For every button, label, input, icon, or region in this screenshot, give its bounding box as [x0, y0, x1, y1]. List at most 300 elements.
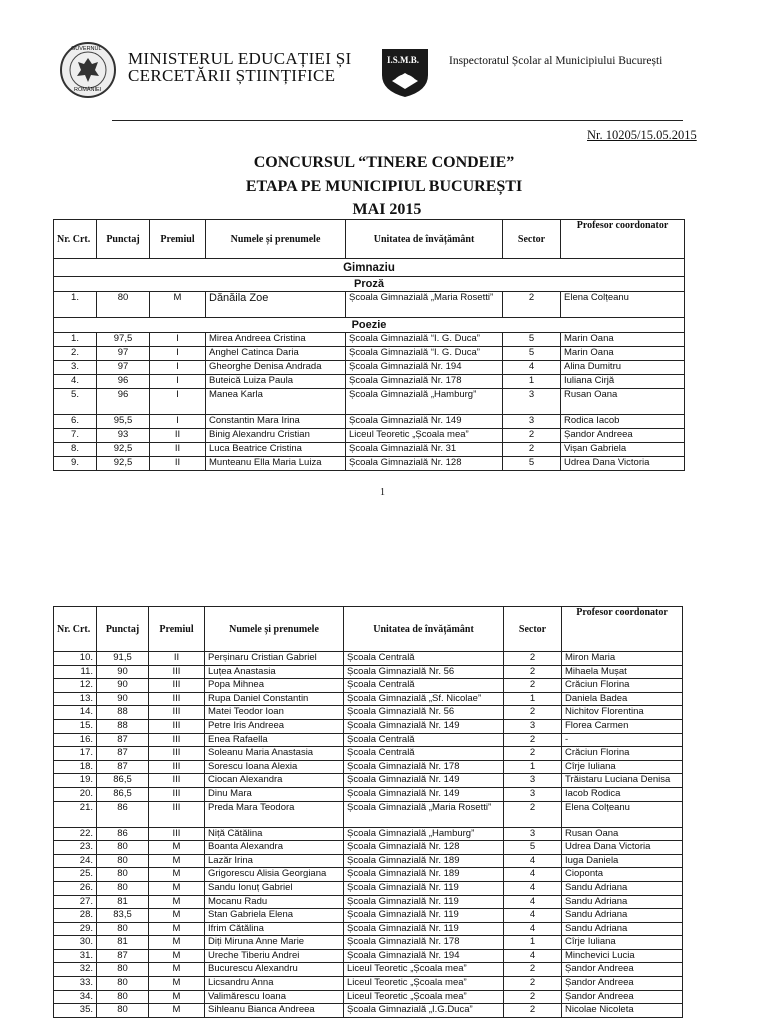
cell-premiu: III — [149, 760, 205, 774]
cell-punctaj: 88 — [97, 719, 149, 733]
cell-nume: Diți Miruna Anne Marie — [205, 936, 344, 950]
cell-sector: 5 — [503, 333, 561, 347]
cell-punctaj: 80 — [97, 292, 150, 318]
cell-sector: 4 — [504, 881, 562, 895]
cell-profesor: Vișan Gabriela — [561, 443, 685, 457]
cell-punctaj: 80 — [97, 922, 149, 936]
header-divider — [112, 120, 683, 121]
cell-premiu: III — [149, 665, 205, 679]
cell-scoala: Școala Centrală — [344, 747, 504, 761]
proza-rows — [54, 292, 685, 318]
cell-nume: Ifrim Cătălina — [205, 922, 344, 936]
cell-profesor: Rodica Iacob — [561, 415, 685, 429]
table-header-row-2 — [54, 607, 683, 652]
cell-nume: Rupa Daniel Constantin — [205, 692, 344, 706]
cell-sector: 1 — [504, 692, 562, 706]
cell-profesor: Florea Carmen — [562, 719, 683, 733]
cell-sector: 4 — [504, 868, 562, 882]
cell-nume: Munteanu Ella Maria Luiza — [206, 457, 346, 471]
cell-nume: Bucurescu Alexandru — [205, 963, 344, 977]
table-header-row — [54, 220, 685, 259]
cell-scoala: Școala Centrală — [344, 652, 504, 666]
cell-profesor: Elena Colțeanu — [561, 292, 685, 318]
cell-premiu: II — [149, 652, 205, 666]
cell-nume: Valimărescu Ioana — [205, 990, 344, 1004]
cell-nr: 4. — [54, 375, 97, 389]
table-row — [54, 361, 685, 375]
cell-sector: 1 — [504, 760, 562, 774]
cell-premiu: III — [149, 692, 205, 706]
contest-stage: ETAPA PE MUNICIPIUL BUCUREȘTI — [245, 178, 523, 195]
table-row — [54, 774, 683, 788]
cell-nume: Stan Gabriela Elena — [205, 909, 344, 923]
cell-premiu: III — [149, 774, 205, 788]
cell-premiu: M — [149, 977, 205, 991]
cell-scoala: Școala Gimnazială Nr. 119 — [344, 922, 504, 936]
table-row — [54, 760, 683, 774]
poezie-rows-page-1 — [54, 333, 685, 471]
table-row — [54, 841, 683, 855]
table-row — [54, 652, 683, 666]
cell-profesor: Nicolae Nicoleta — [562, 1004, 683, 1018]
col-header-nr: Nr. Crt. — [54, 220, 97, 259]
col-header-unitatea: Unitatea de învățământ — [346, 220, 503, 259]
cell-nume: Dănăila Zoe — [206, 292, 346, 318]
col-header-nume-2: Numele și prenumele — [205, 607, 344, 652]
cell-scoala: Școala Gimnazială Nr. 149 — [344, 787, 504, 801]
cell-nr: 21. — [54, 801, 97, 827]
cell-punctaj: 93 — [97, 429, 150, 443]
cell-profesor: Sandu Adriana — [562, 881, 683, 895]
cell-sector: 2 — [503, 429, 561, 443]
crest-text-top: GUVERNUL — [71, 46, 102, 52]
cell-scoala: Liceul Teoretic „Școala mea” — [344, 990, 504, 1004]
results-table-page-1 — [53, 219, 685, 471]
table-row — [54, 719, 683, 733]
cell-nr: 7. — [54, 429, 97, 443]
cell-premiu: III — [149, 827, 205, 841]
cell-profesor: Șandor Andreea — [562, 977, 683, 991]
cell-nume: Sandu Ionuț Gabriel — [205, 881, 344, 895]
cell-premiu: M — [149, 881, 205, 895]
cell-punctaj: 80 — [97, 977, 149, 991]
table-row — [54, 347, 685, 361]
cell-premiu: M — [149, 990, 205, 1004]
cell-premiu: III — [149, 679, 205, 693]
table-row — [54, 963, 683, 977]
cell-sector: 5 — [504, 841, 562, 855]
cell-premiu: II — [150, 457, 206, 471]
section-title-gimnaziu: Gimnaziu — [54, 259, 685, 277]
cell-profesor: Marin Oana — [561, 347, 685, 361]
cell-sector: 2 — [503, 292, 561, 318]
cell-profesor: Daniela Badea — [562, 692, 683, 706]
cell-profesor: Iuga Daniela — [562, 854, 683, 868]
cell-sector: 3 — [504, 827, 562, 841]
cell-nume: Buteică Luiza Paula — [206, 375, 346, 389]
cell-premiu: III — [149, 706, 205, 720]
cell-nume: Boanta Alexandra — [205, 841, 344, 855]
cell-sector: 3 — [503, 415, 561, 429]
cell-premiu: M — [149, 909, 205, 923]
cell-scoala: Școala Gimnazială Nr. 189 — [344, 868, 504, 882]
cell-profesor: Sandu Adriana — [562, 922, 683, 936]
col-header-premiul-2: Premiul — [149, 607, 205, 652]
table-row — [54, 389, 685, 415]
table-row — [54, 787, 683, 801]
cell-punctaj: 96 — [97, 389, 150, 415]
cell-premiu: I — [150, 375, 206, 389]
cell-nr: 3. — [54, 361, 97, 375]
cell-sector: 3 — [504, 774, 562, 788]
cell-sector: 2 — [504, 963, 562, 977]
cell-sector: 2 — [504, 747, 562, 761]
col-header-punctaj-2: Punctaj — [97, 607, 149, 652]
cell-scoala: Școala Gimnazială Nr. 194 — [346, 361, 503, 375]
cell-punctaj: 87 — [97, 747, 149, 761]
cell-premiu: M — [149, 922, 205, 936]
section-row-gimnaziu — [54, 259, 685, 277]
cell-nr: 9. — [54, 457, 97, 471]
guvernul-romaniei-crest — [60, 42, 116, 98]
cell-nr: 15. — [54, 719, 97, 733]
cell-nume: Sorescu Ioana Alexia — [205, 760, 344, 774]
cell-profesor: - — [562, 733, 683, 747]
table-row — [54, 457, 685, 471]
cell-nr: 23. — [54, 841, 97, 855]
cell-nr: 8. — [54, 443, 97, 457]
cell-profesor: Șandor Andreea — [562, 990, 683, 1004]
cell-nr: 27. — [54, 895, 97, 909]
cell-scoala: Școala Gimnazială Nr. 194 — [344, 949, 504, 963]
cell-profesor: Sandu Adriana — [562, 895, 683, 909]
col-header-sector-2: Sector — [504, 607, 562, 652]
cell-profesor: Mihaela Mușat — [562, 665, 683, 679]
cell-sector: 1 — [504, 936, 562, 950]
table-row — [54, 415, 685, 429]
cell-premiu: M — [149, 854, 205, 868]
cell-sector: 4 — [504, 949, 562, 963]
cell-profesor: Crăciun Florina — [562, 679, 683, 693]
cell-nume: Niță Cătălina — [205, 827, 344, 841]
cell-nr: 11. — [54, 665, 97, 679]
cell-nr: 14. — [54, 706, 97, 720]
cell-profesor: Elena Colțeanu — [562, 801, 683, 827]
cell-nume: Preda Mara Teodora — [205, 801, 344, 827]
cell-profesor: Minchevici Lucia — [562, 949, 683, 963]
subsection-title-poezie: Poezie — [54, 318, 685, 333]
cell-sector: 3 — [503, 389, 561, 415]
cell-nr: 1. — [54, 292, 97, 318]
cell-sector: 4 — [504, 909, 562, 923]
table-row — [54, 443, 685, 457]
cell-punctaj: 86 — [97, 827, 149, 841]
ministry-line-2: CERCETĂRII ȘTIINȚIFICE — [128, 66, 336, 85]
cell-nume: Constantin Mara Irina — [206, 415, 346, 429]
cell-punctaj: 86,5 — [97, 774, 149, 788]
cell-sector: 2 — [504, 706, 562, 720]
ministry-line-1: MINISTERUL EDUCAȚIEI ȘI — [128, 49, 352, 68]
cell-sector: 5 — [503, 457, 561, 471]
table-row — [54, 854, 683, 868]
cell-sector: 2 — [504, 990, 562, 1004]
cell-nume: Matei Teodor Ioan — [205, 706, 344, 720]
cell-profesor: Șandor Andreea — [562, 963, 683, 977]
cell-profesor: Șandor Andreea — [561, 429, 685, 443]
cell-sector: 1 — [503, 375, 561, 389]
table-row — [54, 1004, 683, 1018]
table-row — [54, 868, 683, 882]
cell-nume: Ciocan Alexandra — [205, 774, 344, 788]
cell-punctaj: 80 — [97, 841, 149, 855]
cell-sector: 2 — [504, 977, 562, 991]
cell-sector: 4 — [504, 854, 562, 868]
cell-nr: 13. — [54, 692, 97, 706]
cell-sector: 2 — [504, 652, 562, 666]
cell-profesor: Cioponta — [562, 868, 683, 882]
cell-scoala: Școala Gimnazială Nr. 149 — [344, 774, 504, 788]
cell-sector: 2 — [503, 443, 561, 457]
cell-nr: 19. — [54, 774, 97, 788]
col-header-sector: Sector — [503, 220, 561, 259]
cell-premiu: III — [149, 733, 205, 747]
cell-punctaj: 80 — [97, 990, 149, 1004]
cell-scoala: Școala Centrală — [344, 679, 504, 693]
cell-scoala: Școala Gimnazială Nr. 128 — [346, 457, 503, 471]
cell-nr: 28. — [54, 909, 97, 923]
cell-nume: Enea Rafaella — [205, 733, 344, 747]
crest-text-bottom: ROMÂNIEI — [74, 87, 102, 93]
poezie-rows-page-2 — [54, 652, 683, 1018]
cell-nume: Petre Iris Andreea — [205, 719, 344, 733]
col-header-punctaj: Punctaj — [97, 220, 150, 259]
table-row — [54, 692, 683, 706]
cell-nume: Ureche Tiberiu Andrei — [205, 949, 344, 963]
cell-nume: Binig Alexandru Cristian — [206, 429, 346, 443]
table-row — [54, 922, 683, 936]
cell-premiu: M — [150, 292, 206, 318]
cell-nume: Luca Beatrice Cristina — [206, 443, 346, 457]
cell-nr: 16. — [54, 733, 97, 747]
cell-sector: 2 — [504, 801, 562, 827]
cell-punctaj: 80 — [97, 1004, 149, 1018]
cell-sector: 3 — [504, 787, 562, 801]
cell-scoala: Școala Gimnazială „Sf. Nicolae” — [344, 692, 504, 706]
cell-scoala: Școala Gimnazială Nr. 178 — [344, 760, 504, 774]
cell-punctaj: 87 — [97, 949, 149, 963]
cell-nume: Dinu Mara — [205, 787, 344, 801]
table-row — [54, 949, 683, 963]
cell-punctaj: 87 — [97, 733, 149, 747]
table-row — [54, 429, 685, 443]
cell-sector: 2 — [504, 665, 562, 679]
cell-scoala: Școala Gimnazială „Maria Rosetti” — [344, 801, 504, 827]
cell-profesor: Miron Maria — [562, 652, 683, 666]
cell-premiu: I — [150, 333, 206, 347]
cell-scoala: Școala Gimnazială Nr. 56 — [344, 665, 504, 679]
cell-premiu: I — [150, 347, 206, 361]
cell-nr: 35. — [54, 1004, 97, 1018]
cell-scoala: Liceul Teoretic „Școala mea” — [346, 429, 503, 443]
table-row — [54, 375, 685, 389]
cell-scoala: Școala Gimnazială Nr. 119 — [344, 895, 504, 909]
cell-premiu: M — [149, 949, 205, 963]
cell-scoala: Școala Gimnazială Nr. 119 — [344, 881, 504, 895]
cell-punctaj: 80 — [97, 868, 149, 882]
cell-scoala: Liceul Teoretic „Școala mea” — [344, 977, 504, 991]
cell-punctaj: 87 — [97, 760, 149, 774]
cell-sector: 2 — [504, 1004, 562, 1018]
cell-nume: Mocanu Radu — [205, 895, 344, 909]
cell-profesor: Crăciun Florina — [562, 747, 683, 761]
cell-profesor: Rusan Oana — [562, 827, 683, 841]
cell-punctaj: 80 — [97, 881, 149, 895]
ismb-logo — [378, 45, 432, 99]
cell-profesor: Sandu Adriana — [562, 909, 683, 923]
cell-nr: 25. — [54, 868, 97, 882]
cell-sector: 5 — [503, 347, 561, 361]
cell-profesor: Marin Oana — [561, 333, 685, 347]
cell-premiu: M — [149, 895, 205, 909]
cell-nr: 24. — [54, 854, 97, 868]
cell-scoala: Școala Gimnazială „Maria Rosetti” — [346, 292, 503, 318]
cell-nume: Anghel Catinca Daria — [206, 347, 346, 361]
cell-nume: Luțea Anastasia — [205, 665, 344, 679]
col-header-profesor: Profesor coordonator — [561, 220, 685, 259]
cell-punctaj: 86 — [97, 801, 149, 827]
cell-nr: 5. — [54, 389, 97, 415]
cell-punctaj: 88 — [97, 706, 149, 720]
cell-scoala: Școala Gimnazială Nr. 189 — [344, 854, 504, 868]
cell-punctaj: 97 — [97, 361, 150, 375]
cell-scoala: Școala Gimnazială „I.G.Duca” — [344, 1004, 504, 1018]
cell-premiu: II — [150, 429, 206, 443]
results-table-page-2 — [53, 606, 683, 1018]
cell-premiu: II — [150, 443, 206, 457]
cell-profesor: Cîrje Iuliana — [562, 760, 683, 774]
cell-punctaj: 91,5 — [97, 652, 149, 666]
cell-punctaj: 90 — [97, 665, 149, 679]
cell-nume: Lazăr Irina — [205, 854, 344, 868]
cell-scoala: Școala Gimnazială Nr. 149 — [346, 415, 503, 429]
cell-premiu: III — [149, 747, 205, 761]
cell-nr: 12. — [54, 679, 97, 693]
cell-scoala: Școala Gimnazială „Hamburg” — [344, 827, 504, 841]
table-row — [54, 333, 685, 347]
cell-sector: 4 — [504, 922, 562, 936]
cell-scoala: Liceul Teoretic „Școala mea” — [344, 963, 504, 977]
cell-punctaj: 80 — [97, 854, 149, 868]
cell-punctaj: 95,5 — [97, 415, 150, 429]
cell-punctaj: 80 — [97, 963, 149, 977]
col-header-nr-2: Nr. Crt. — [54, 607, 97, 652]
cell-punctaj: 81 — [97, 895, 149, 909]
cell-premiu: III — [149, 787, 205, 801]
document-number: Nr. 10205/15.05.2015 — [587, 128, 697, 142]
cell-sector: 4 — [504, 895, 562, 909]
contest-title: CONCURSUL “TINERE CONDEIE” — [253, 154, 515, 171]
cell-punctaj: 86,5 — [97, 787, 149, 801]
cell-sector: 3 — [504, 719, 562, 733]
cell-scoala: Școala Gimnazială Nr. 178 — [346, 375, 503, 389]
table-row — [54, 801, 683, 827]
cell-scoala: Școala Gimnazială Nr. 119 — [344, 909, 504, 923]
table-row — [54, 665, 683, 679]
table-row — [54, 909, 683, 923]
table-row — [54, 679, 683, 693]
cell-nr: 33. — [54, 977, 97, 991]
contest-date: MAI 2015 — [352, 201, 422, 218]
cell-premiu: M — [149, 1004, 205, 1018]
cell-nume: Perșinaru Cristian Gabriel — [205, 652, 344, 666]
cell-premiu: III — [149, 719, 205, 733]
cell-nr: 10. — [54, 652, 97, 666]
cell-profesor: Trăistaru Luciana Denisa — [562, 774, 683, 788]
cell-nume: Licsandru Anna — [205, 977, 344, 991]
table-row — [54, 990, 683, 1004]
cell-profesor: Nichitov Florentina — [562, 706, 683, 720]
cell-punctaj: 90 — [97, 692, 149, 706]
subsection-row-poezie — [54, 318, 685, 333]
cell-nume: Popa Mihnea — [205, 679, 344, 693]
cell-scoala: Școala Gimnazială Nr. 128 — [344, 841, 504, 855]
cell-nume: Gheorghe Denisa Andrada — [206, 361, 346, 375]
cell-profesor: Udrea Dana Victoria — [562, 841, 683, 855]
inspectorat-name: Inspectoratul Școlar al Municipiului București — [449, 55, 663, 67]
table-row — [54, 827, 683, 841]
cell-nume: Sihleanu Bianca Andreea — [205, 1004, 344, 1018]
cell-premiu: I — [150, 415, 206, 429]
col-header-nume: Numele și prenumele — [206, 220, 346, 259]
cell-premiu: I — [150, 389, 206, 415]
cell-nr: 18. — [54, 760, 97, 774]
cell-premiu: M — [149, 936, 205, 950]
cell-punctaj: 90 — [97, 679, 149, 693]
cell-nume: Manea Karla — [206, 389, 346, 415]
cell-punctaj: 92,5 — [97, 457, 150, 471]
table-row — [54, 706, 683, 720]
table-row — [54, 895, 683, 909]
cell-scoala: Școala Gimnazială “I. G. Duca” — [346, 347, 503, 361]
ministry-name — [128, 50, 351, 84]
cell-scoala: Școala Gimnazială Nr. 31 — [346, 443, 503, 457]
cell-punctaj: 97 — [97, 347, 150, 361]
cell-nume: Soleanu Maria Anastasia — [205, 747, 344, 761]
cell-profesor: Udrea Dana Victoria — [561, 457, 685, 471]
cell-nr: 29. — [54, 922, 97, 936]
cell-nr: 26. — [54, 881, 97, 895]
cell-premiu: I — [150, 361, 206, 375]
cell-profesor: Cîrje Iuliana — [562, 936, 683, 950]
cell-nume: Grigorescu Alisia Georgiana — [205, 868, 344, 882]
cell-nume: Mirea Andreea Cristina — [206, 333, 346, 347]
cell-scoala: Școala Centrală — [344, 733, 504, 747]
cell-punctaj: 92,5 — [97, 443, 150, 457]
cell-punctaj: 97,5 — [97, 333, 150, 347]
cell-profesor: Alina Dumitru — [561, 361, 685, 375]
cell-scoala: Școala Gimnazială „Hamburg” — [346, 389, 503, 415]
subsection-title-proza: Proză — [54, 277, 685, 292]
cell-profesor: Iuliana Cirjă — [561, 375, 685, 389]
table-row — [54, 733, 683, 747]
cell-scoala: Școala Gimnazială Nr. 149 — [344, 719, 504, 733]
cell-nr: 30. — [54, 936, 97, 950]
cell-premiu: III — [149, 801, 205, 827]
cell-nr: 32. — [54, 963, 97, 977]
cell-sector: 4 — [503, 361, 561, 375]
cell-nr: 1. — [54, 333, 97, 347]
subsection-row-proza — [54, 277, 685, 292]
